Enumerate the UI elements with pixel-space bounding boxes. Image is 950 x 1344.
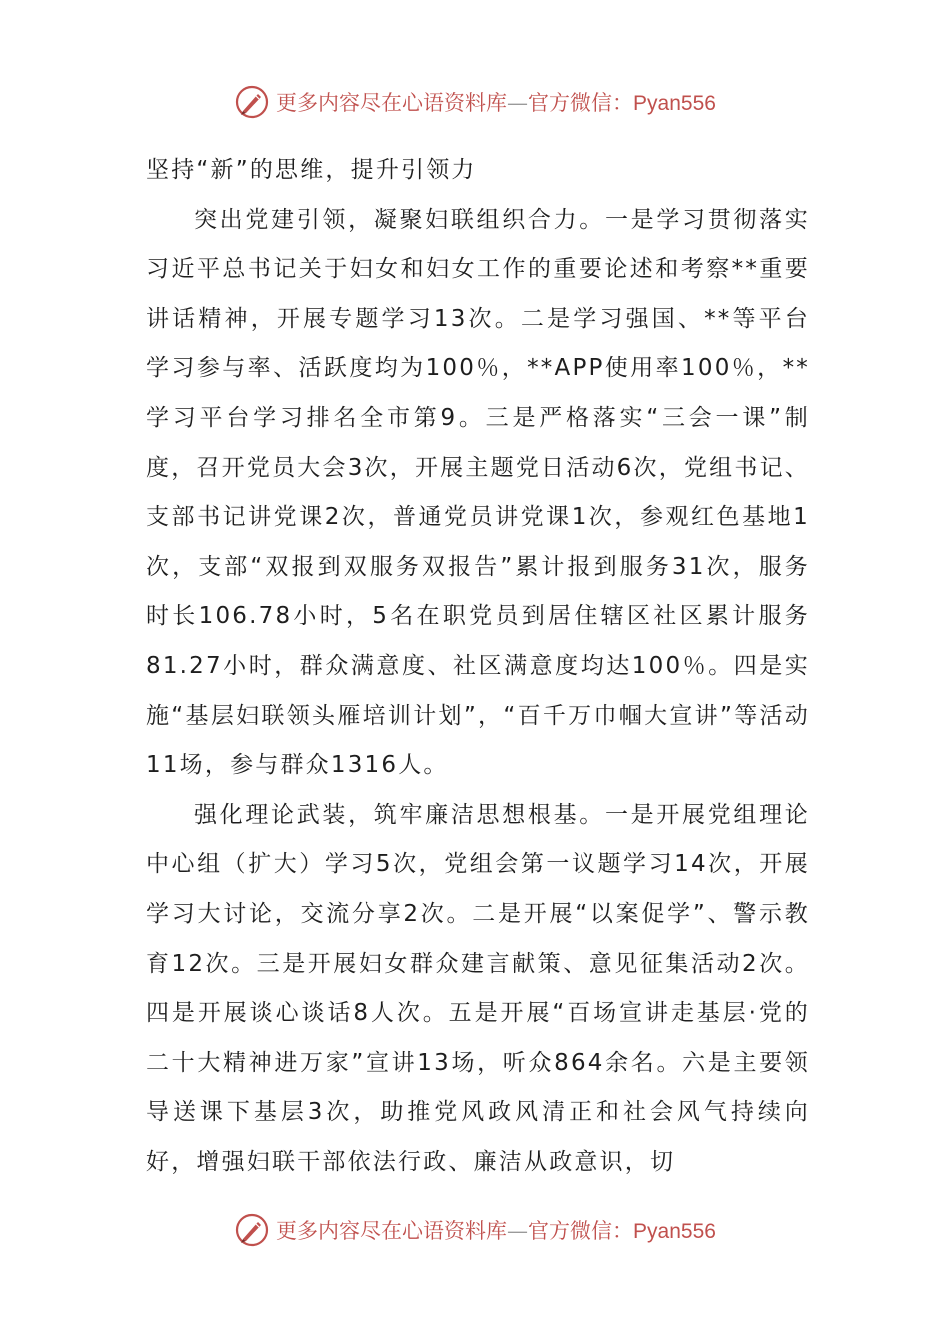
watermark-text xyxy=(276,1215,716,1245)
watermark-label: 官方微信： xyxy=(528,91,634,115)
watermark-brand: 更多内容尽在心语资料库 xyxy=(276,1219,508,1243)
watermark-label: 官方微信： xyxy=(528,1219,634,1243)
watermark-text xyxy=(276,87,716,117)
watermark-wechat-id: Pyan556 xyxy=(633,92,716,115)
paragraph-theory-study: 强化理论武装，筑牢廉洁思想根基。一是开展党组理论中心组（扩大）学习5次，党组会第一议题学习14次，开展学习大讨论，交流分享2次。二是开展“以案促学”、警示教育12次。三是开展妇女群众建言献策、意见征集活动2次。四是开展谈心谈话8人次。五是开展“百场宣讲走基层·党的二十大精神进万家”宣讲13场，听众864余名。六是主要领导送课下基层3次，助推党风政风清正和社会风气持续向好，增强妇联干部依法行政、廉洁从政意识，切 xyxy=(146,801,810,1175)
watermark-wechat-id: Pyan556 xyxy=(633,1220,716,1243)
watermark-brand: 更多内容尽在心语资料库 xyxy=(276,91,508,115)
watermark-separator: — xyxy=(507,91,529,115)
paragraph-party-building: 突出党建引领，凝聚妇联组织合力。一是学习贯彻落实习近平总书记关于妇女和妇女工作的重要论述和考察**重要讲话精神，开展专题学习13次。二是学习强国、**等平台学习参与率、活跃度均为100％，**APP使用率100％，**学习平台学习排名全市第9。三是严格落实“三会一课”制度，召开党员大会3次，开展主题党日活动6次，党组书记、支部书记讲党课2次，普通党员讲党课1次，参观红色基地1次，支部“双报到双服务双报告”累计报到服务31次，服务时长106.78小时，5名在职党员到居住辖区社区累计服务81.27小时，群众满意度、社区满意度均达100％。四是实施“基层妇联领头雁培训计划”，“百千万巾帼大宣讲”等活动11场，参与群众1316人。 xyxy=(146,206,810,779)
pen-logo-icon xyxy=(234,84,270,120)
watermark-separator: — xyxy=(507,1219,529,1243)
document-body xyxy=(146,146,810,1187)
section-heading: 坚持“新”的思维，提升引领力 xyxy=(146,157,477,183)
pen-logo-icon xyxy=(234,1212,270,1248)
watermark-header xyxy=(0,82,950,122)
watermark-footer xyxy=(0,1210,950,1250)
